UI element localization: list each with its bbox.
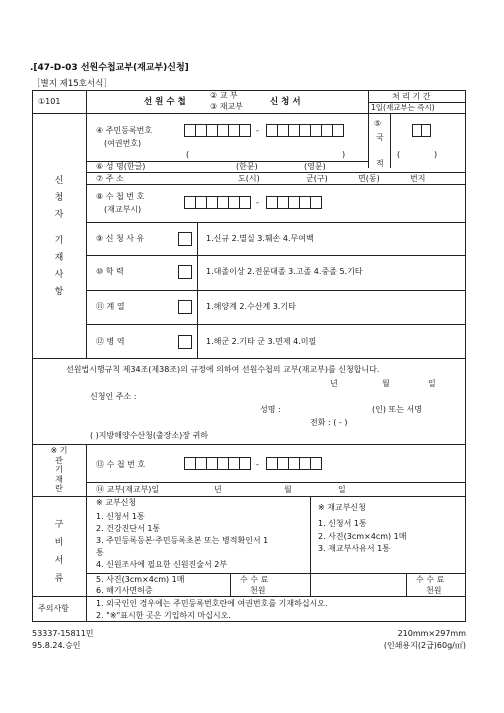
office-book-back-cells[interactable] [266, 457, 321, 470]
applicant-address-label: 신청인 주소 : [90, 392, 137, 401]
footer-size: 210mm×297mm [397, 629, 466, 638]
footer-paper: (인쇄용지(2급)60g/㎡) [383, 641, 466, 650]
education-label: ⑩ 학 력 [96, 267, 124, 276]
form-title: .[47-D-03 선원수첩교부(재교부)신청] [30, 63, 189, 73]
name-hanja-label: (한문) [236, 162, 258, 171]
office-side-char: 란 [55, 484, 63, 493]
name-korean-label: ⑥ 성 명(한글) [96, 162, 146, 171]
footer-form-number: 53337-15811민 [32, 629, 94, 638]
footer-approval: 95.8.24.승인 [32, 641, 81, 650]
list-item: 통 [96, 548, 104, 557]
documents-side-char: 서 [54, 556, 64, 566]
name-english-label: (영문) [304, 162, 326, 171]
address-town: 면(동) [358, 174, 380, 183]
option-reissue[interactable]: ③ 재교부 [210, 102, 243, 111]
military-checkbox[interactable] [178, 335, 192, 349]
id-number-front-cells[interactable] [184, 124, 250, 137]
passport-paren-open: ( [186, 150, 190, 159]
documents-section-label [34, 516, 84, 588]
military-options: 1.해군 2.기타 군 3.면제 4.미필 [206, 337, 317, 346]
reissue-fee-label: 수 수 료 [416, 575, 445, 584]
note-item-2: 2. "※"표시한 곳은 기입하지 마십시오. [96, 611, 231, 620]
issue-docs-list [96, 511, 308, 571]
nationality-label-end: 적 [376, 159, 384, 168]
education-options: 1.대졸이상 2.전문대졸 3.고졸 4.중졸 5.기타 [206, 267, 363, 276]
reason-label: ⑨ 신 청 사 유 [96, 234, 145, 243]
book-number-sublabel: (재교부시) [104, 205, 142, 214]
list-item: 3. 주민등록등본·주민등록초본 또는 병적확인서 1 [96, 536, 269, 545]
notes-label: 주의사항 [38, 604, 69, 613]
field-label: ⑪ 계 열 [96, 302, 125, 311]
processing-period-value: 1일(재교부는 즉시) [371, 103, 435, 112]
applicant-phone-label: 전화 : ( - ) [310, 418, 348, 427]
applicant-side-char [34, 224, 84, 233]
documents-side-char: 구 [54, 520, 64, 530]
applicant-name-label: 성명 : [260, 405, 281, 414]
list-item: 3. 재교부사유서 1통 [318, 544, 390, 553]
applicant-side-char: 사 [54, 270, 64, 280]
office-side-char: 기 [55, 465, 63, 474]
issue-photo: 5. 사진(3cm×4cm) 1매 [96, 575, 185, 584]
book-number-label: ⑧ 수 첩 번 호 [96, 192, 145, 201]
issue-date-day: 일 [338, 485, 346, 494]
list-item: 1. 신청서 1통 [318, 519, 367, 528]
list-item: 1. 신청서 1통 [96, 512, 145, 521]
id-dash: - [256, 126, 259, 135]
address-lot: 번지 [410, 174, 426, 183]
applicant-side-char: 신 [54, 176, 64, 186]
title-right: 신 청 서 [270, 97, 301, 107]
military-label: ⑫ 병 역 [96, 337, 125, 346]
field-checkbox[interactable] [178, 300, 192, 314]
applicant-side-char: 자 [54, 210, 64, 220]
processing-period-label: 처 리 기 간 [392, 92, 431, 101]
office-book-number-label: ⑬ 수 첩 번 호 [96, 460, 146, 469]
statement-day: 일 [428, 379, 436, 388]
documents-side-char: 류 [54, 574, 64, 584]
issue-fee-label: 수 수 료 [240, 575, 269, 584]
applicant-side-char: 청 [54, 193, 64, 203]
office-side-char: ※ 기 [50, 446, 68, 455]
applicant-signature[interactable]: (인) 또는 서명 [372, 405, 422, 414]
list-item: 2. 건강진단서 1통 [96, 524, 161, 533]
statement-text: 선원법시행규칙 제34조(제38조)의 규정에 의하여 선원수첩의 교부(재교부)를 신청합니다. [66, 365, 380, 374]
nationality-paren-open: ( [397, 150, 401, 159]
issue-date-label: ⑭ 교부(재교부)일 [96, 485, 160, 494]
passport-number-label: (여권번호) [104, 139, 142, 148]
address-province: 도(시) [238, 174, 260, 183]
nationality-label-num: ⑤ [374, 119, 382, 128]
nationality-paren-close: ) [434, 150, 438, 159]
statement-year: 년 [330, 379, 338, 388]
passport-paren-close: ) [342, 150, 346, 159]
office-section-label [34, 446, 84, 494]
applicant-side-char: 재 [54, 253, 64, 263]
issue-date-year: 년 [214, 485, 222, 494]
list-item: 4. 신원조사에 필요한 신원진술서 2부 [96, 560, 228, 569]
applicant-section-label [34, 173, 84, 301]
note-item-1: 1. 외국인인 경우에는 주민등록번호란에 여권번호를 기재하십시오. [96, 599, 328, 608]
office-book-dash: - [256, 460, 259, 469]
reissue-fee-unit: 천원 [426, 586, 442, 595]
reissue-docs-title: ※ 재교부신청 [318, 503, 366, 512]
issue-docs-title: ※ 교부신청 [96, 498, 137, 507]
address-county: 군(구) [306, 174, 328, 183]
nationality-cells[interactable] [412, 124, 430, 137]
id-number-back-cells[interactable] [266, 124, 343, 137]
office-side-char: 관 [55, 455, 63, 465]
office-book-front-cells[interactable] [184, 457, 250, 470]
option-issue[interactable]: ② 교 부 [210, 91, 238, 100]
field-options: 1.해양계 2.수산계 3.기타 [206, 302, 296, 311]
form-reference: ［별지 제15호서식］ [32, 79, 112, 89]
book-number-back-cells[interactable] [266, 196, 321, 209]
nationality-label: 국 [376, 133, 384, 142]
issue-license: 6. 해기사면허증 [96, 586, 153, 595]
applicant-side-char: 항 [54, 287, 64, 297]
form-code: ①101 [38, 97, 61, 106]
reason-checkbox[interactable] [178, 232, 192, 246]
title-left: 선 원 수 첩 [144, 97, 186, 107]
issue-fee-unit: 천원 [250, 586, 266, 595]
issue-date-month: 월 [284, 485, 292, 494]
id-number-label: ④ 주민등록번호 [96, 126, 153, 135]
statement-month: 월 [382, 379, 390, 388]
documents-side-char: 비 [54, 538, 64, 548]
list-item: 2. 사진(3cm×4cm) 1매 [318, 531, 407, 541]
book-dash: - [256, 198, 259, 207]
address-label: ⑦ 주 소 [96, 174, 124, 183]
applicant-side-char: 기 [54, 236, 64, 246]
office-side-char: 재 [55, 474, 63, 484]
reason-options: 1.신규 2.멸실 3.훼손 4.무여백 [206, 234, 314, 243]
statement-addressee: ( )지방해양수산청(출장소)장 귀하 [90, 431, 209, 440]
education-checkbox[interactable] [178, 265, 192, 279]
reissue-docs-list [318, 518, 464, 556]
book-number-front-cells[interactable] [184, 196, 250, 209]
